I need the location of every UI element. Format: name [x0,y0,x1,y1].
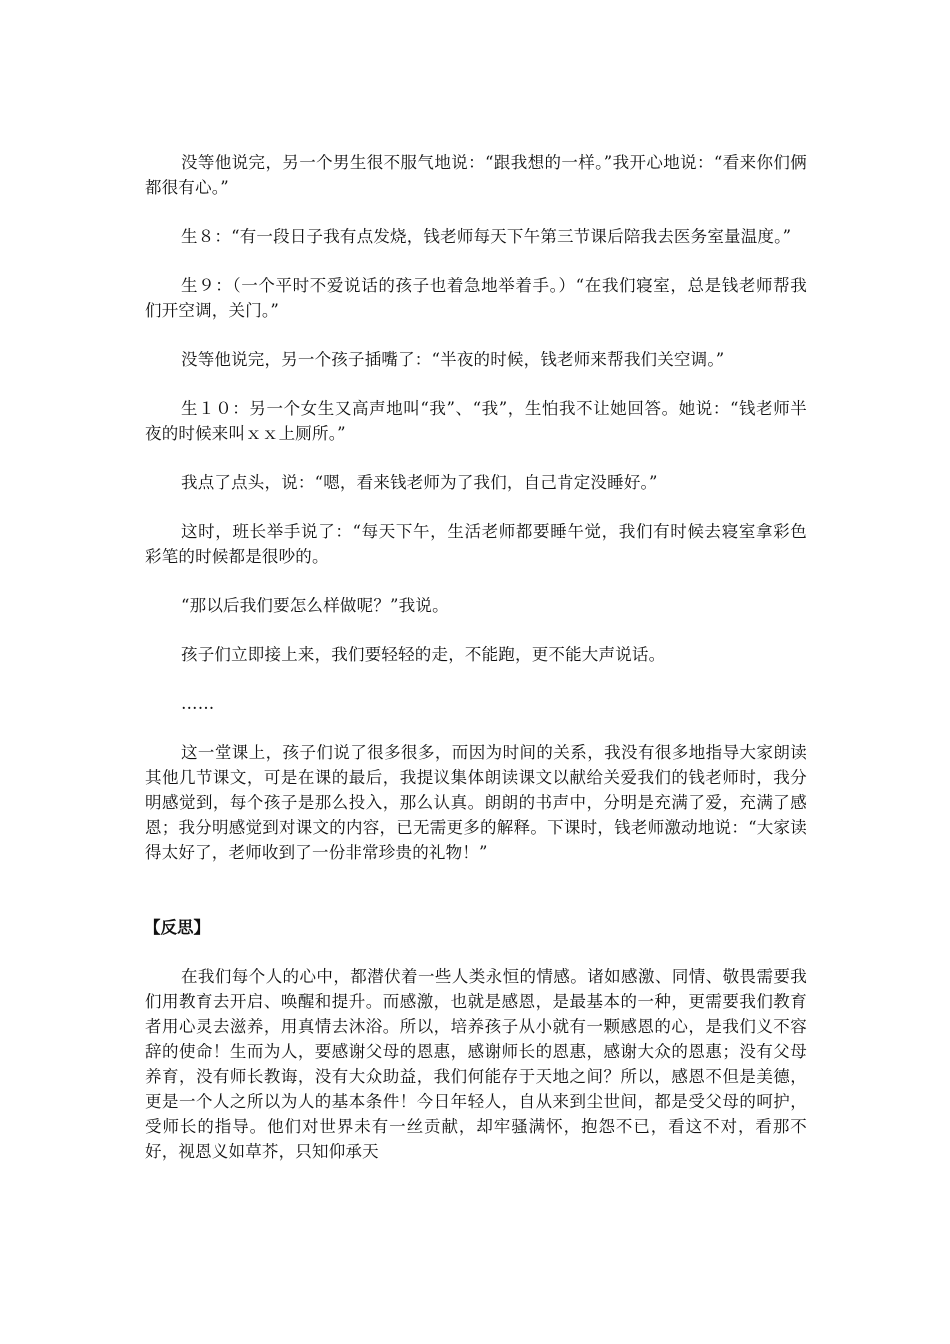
paragraph-3: 生９：（一个平时不爱说话的孩子也着急地举着手。）“在我们寝室，总是钱老师帮我们开空调，关门。” [145,276,807,320]
paragraph-4: 没等他说完，另一个孩子插嘴了：“半夜的时候，钱老师来帮我们关空调。” [181,350,725,369]
paragraph-2: 生８：“有一段日子我有点发烧，钱老师每天下午第三节课后陪我去医务室量温度。” [181,227,792,246]
paragraph-7: 这时，班长举手说了：“每天下午，生活老师都要睡午觉，我们有时候去寝室拿彩色彩笔的时候都是很吵的。 [145,522,807,566]
paragraph-6: 我点了点头，说：“嗯，看来钱老师为了我们，自己肯定没睡好。” [181,473,658,492]
paragraph-1: 没等他说完，另一个男生很不服气地说：“跟我想的一样。”我开心地说：“看来你们俩都很有心。” [145,153,807,197]
paragraph-8: “那以后我们要怎么样做呢？”我说。 [181,596,449,615]
document-page [145,150,807,1188]
ellipsis-line: …… [181,694,215,713]
paragraph-5: 生１０：另一个女生又高声地叫“我”、“我”，生怕我不让她回答。她说：“钱老师半夜的时候来叫ｘｘ上厕所。” [145,399,807,443]
paragraph-11: 这一堂课上，孩子们说了很多很多，而因为时间的关系，我没有很多地指导大家朗读其他几节课文，可是在课的最后，我提议集体朗读课文以献给关爱我们的钱老师时，我分明感觉到，每个孩子是那么投入，那么认真。朗朗的书声中，分明是充满了爱，充满了感恩；我分明感觉到对课文的内容，已无需更多的解释。下课时，钱老师激动地说：“大家读得太好了，老师收到了一份非常珍贵的礼物！” [145,743,807,862]
paragraph-9: 孩子们立即接上来，我们要轻轻的走，不能跑，更不能大声说话。 [181,645,666,664]
section-heading-reflection: 【反思】 [144,918,210,937]
reflection-paragraph: 在我们每个人的心中，都潜伏着一些人类永恒的情感。诸如感激、同情、敬畏需要我们用教育去开启、唤醒和提升。而感激，也就是感恩，是最基本的一种，更需要我们教育者用心灵去滋养，用真情去沐浴。所以，培养孩子从小就有一颗感恩的心，是我们义不容辞的使命！生而为人，要感谢父母的恩惠，感谢师长的恩惠，感谢大众的恩惠；没有父母养育，没有师长教诲，没有大众助益，我们何能存于天地之间？所以，感恩不但是美德，更是一个人之所以为人的基本条件！今日年轻人，自从来到尘世间，都是受父母的呵护，受师长的指导。他们对世界未有一丝贡献，却牢骚满怀，抱怨不已，看这不对，看那不好，视恩义如草芥，只知仰承天 [145,967,807,1161]
